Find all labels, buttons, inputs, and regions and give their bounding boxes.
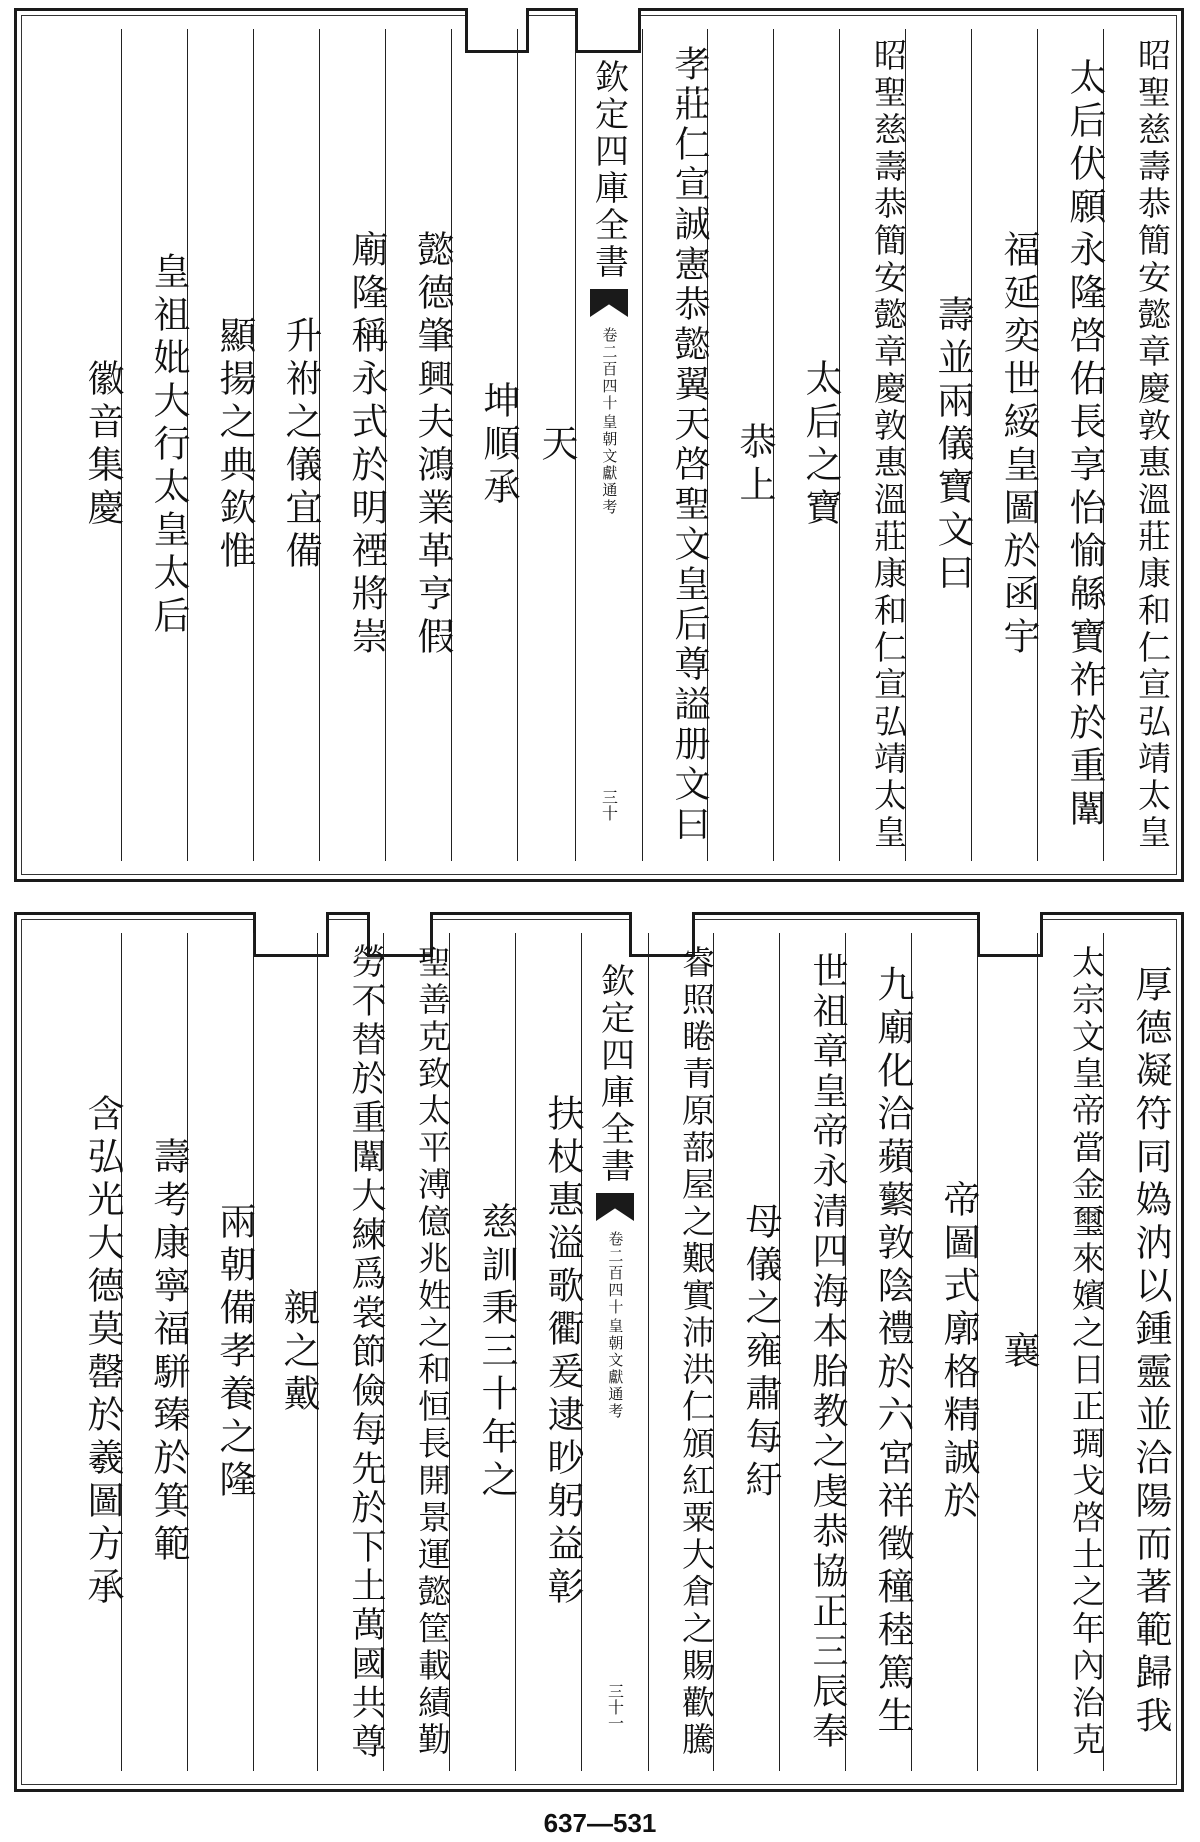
- top-column-13-text: 升祔之儀宜備: [279, 316, 322, 574]
- bottom-column-13: [253, 933, 318, 1771]
- top-column-5-text: 昭聖慈壽恭簡安懿章慶敦惠溫莊康和仁宣弘靖太皇: [869, 38, 908, 852]
- top-column-9: [517, 29, 576, 861]
- top-column-10-text: 坤順承: [477, 380, 520, 510]
- top-column-1: [1103, 29, 1172, 861]
- bottom-column-2: [1037, 933, 1104, 1771]
- top-column-8-text: 孝莊仁宣誠憲恭懿翼天啓聖文皇后尊謚册文曰: [669, 45, 710, 845]
- top-column-5: [839, 29, 906, 861]
- bottom-column-14-text: 兩朝備孝養之隆: [213, 1201, 256, 1503]
- top-column-4: [905, 29, 972, 861]
- top-column-9-text: 天: [535, 423, 578, 467]
- top-column-16-text: 徽音集慶: [81, 359, 124, 531]
- page-number: 637—531: [543, 1808, 657, 1838]
- bottom-column-1: [1103, 933, 1172, 1771]
- bottom-column-11: [383, 933, 450, 1771]
- top-gutter-folio: 三十: [599, 789, 619, 821]
- bottom-column-14: [187, 933, 254, 1771]
- bottom-gutter-folio: 三十一: [605, 1683, 625, 1731]
- bottom-column-1-text: 厚德凝符同媯汭以鍾靈並洽陽而著範歸我: [1129, 965, 1172, 1739]
- bottom-page-panel: [14, 912, 1184, 1792]
- top-column-13: [253, 29, 320, 861]
- top-gutter-title: 欽定四庫全書: [588, 59, 629, 281]
- top-column-14-text: 顯揚之典欽惟: [213, 316, 256, 574]
- top-gutter-reference: [600, 327, 619, 516]
- bottom-column-6: [779, 933, 846, 1771]
- bottom-column-15-text: 壽考康寧福駢臻於箕範: [147, 1137, 190, 1567]
- bottom-column-3: [977, 933, 1038, 1771]
- top-gutter-ref-book: 皇朝文獻通考: [600, 414, 619, 516]
- bottom-column-6-text: 世祖章皇帝永清四海本胎教之虔恭協正三辰奉: [807, 952, 848, 1752]
- bottom-column-16-text: 含弘光大德莫罄於羲圖方承: [81, 1094, 124, 1610]
- bottom-column-15: [121, 933, 188, 1771]
- top-column-15: [121, 29, 188, 861]
- top-column-3-text: 福延奕世綏皇圖於函宇: [997, 230, 1040, 660]
- top-column-7-text: 恭上: [733, 422, 776, 508]
- bottom-column-16: [55, 933, 122, 1771]
- top-column-14: [187, 29, 254, 861]
- top-column-4-text: 壽並兩儀寶文曰: [931, 294, 974, 596]
- bottom-column-4: [911, 933, 978, 1771]
- top-column-1-text: 昭聖慈壽恭簡安懿章慶敦惠溫莊康和仁宣弘靖太皇: [1133, 38, 1172, 852]
- bottom-gutter-title: 欽定四庫全書: [594, 963, 635, 1185]
- top-column-2-text: 太后伏願永隆啓佑長享怡愉緜寶祚於重闈: [1063, 58, 1106, 832]
- bottom-gutter-reference: [606, 1231, 625, 1420]
- bottom-column-2-text: 太宗文皇帝當金璽來嬪之日正琱戈啓土之年內治克: [1067, 945, 1106, 1759]
- top-column-11-text: 懿德肇興夫鴻業革亨假: [411, 230, 454, 660]
- bottom-column-4-text: 帝圖式廓格精誠於: [937, 1180, 980, 1524]
- top-column-15-text: 皇祖妣大行太皇太后: [147, 251, 190, 639]
- bottom-column-9: [515, 933, 582, 1771]
- bottom-column-9-text: 扶杖惠溢歌衢爰逮眇躬益彰: [541, 1094, 584, 1610]
- top-column-12: [319, 29, 386, 861]
- bottom-gutter-ref-volume: 卷二百四十: [606, 1231, 625, 1316]
- top-column-12-text: 廟隆稱永式於明禋將崇: [345, 230, 388, 660]
- top-column-7: [707, 29, 774, 861]
- top-column-8: [641, 29, 708, 861]
- bottom-column-10: [449, 933, 516, 1771]
- bottom-column-12-text: 勞不替於重闈大練爲裳節儉每先於下土萬國共尊: [346, 942, 386, 1762]
- bottom-gutter: [581, 933, 649, 1771]
- bottom-column-5: [845, 933, 912, 1771]
- bottom-column-12: [317, 933, 384, 1771]
- bottom-column-10-text: 慈訓秉三十年之: [475, 1201, 518, 1503]
- bottom-column-5-text: 九廟化洽蘋蘩敦陰禮於六宮祥徵穜稑篤生: [871, 965, 914, 1739]
- top-gutter: [575, 29, 643, 861]
- top-column-3: [971, 29, 1038, 861]
- top-column-16: [55, 29, 122, 861]
- bottom-column-11-text: 聖善克致太平溥億兆姓之和恒長開景運懿筐載績勤: [413, 945, 452, 1759]
- fishtail-mark-icon: [596, 1193, 634, 1221]
- top-column-10: [451, 29, 518, 861]
- bottom-column-8-text: 睿照睠青原蔀屋之艱實沛洪仁頒紅粟大倉之賜歡騰: [677, 945, 716, 1759]
- bottom-gutter-ref-book: 皇朝文獻通考: [606, 1318, 625, 1420]
- top-column-6-text: 太后之寶: [799, 359, 842, 531]
- top-page-panel: [14, 8, 1184, 882]
- bottom-column-7: [713, 933, 780, 1771]
- fishtail-mark-icon: [590, 289, 628, 317]
- top-column-11: [385, 29, 452, 861]
- top-column-2: [1037, 29, 1104, 861]
- bottom-column-3-text: 襄: [997, 1330, 1040, 1374]
- bottom-column-13-text: 親之戴: [277, 1287, 320, 1417]
- bottom-column-8: [647, 933, 714, 1771]
- top-gutter-ref-volume: 卷二百四十: [600, 327, 619, 412]
- top-column-6: [773, 29, 840, 861]
- bottom-column-7-text: 母儀之雍肅每紆: [739, 1201, 782, 1503]
